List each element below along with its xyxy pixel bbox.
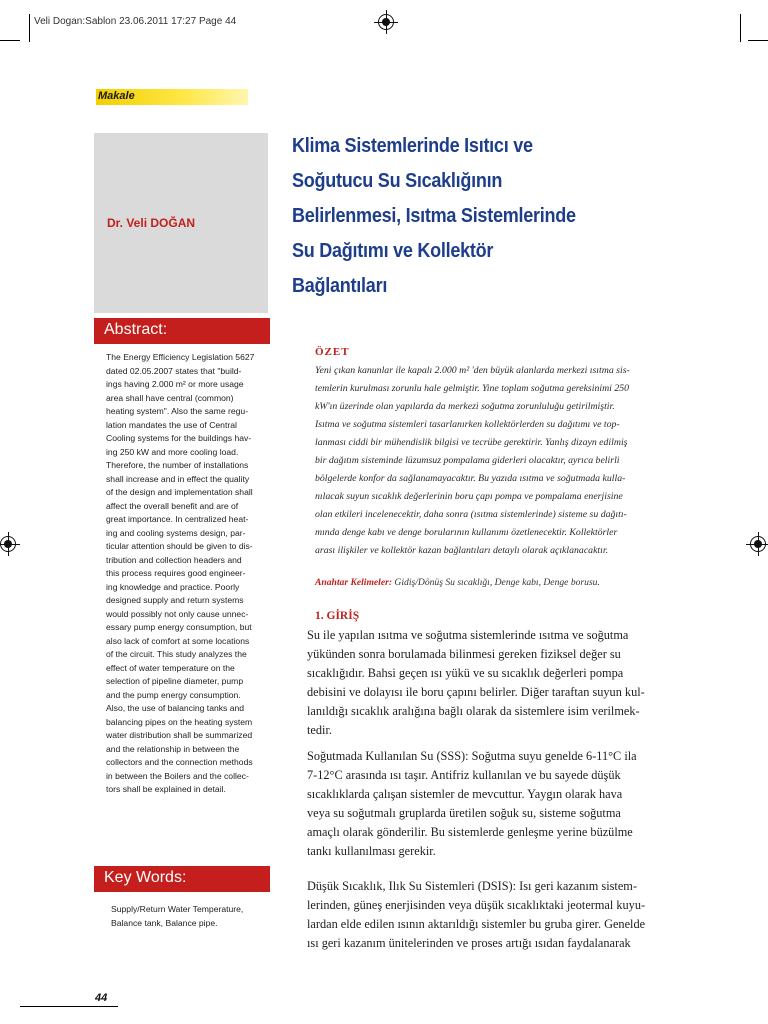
crop-mark [29,14,30,42]
crop-mark [748,40,768,41]
giris-paragraph-3 [307,877,675,953]
abstract-heading-band [94,318,270,344]
abstract-line: selection of pipeline diameter, pump [106,676,244,686]
ozet-line: temlerin kurulması zorunlu hale gelmiştir. Yine toplam soğutma gereksinimi 250 [315,383,630,394]
title-line: Su Dağıtımı ve Kollektör [292,239,494,262]
abstract-line: ings having 2.000 m² or more usage [106,379,244,389]
giris-paragraph-2 [307,747,675,861]
body-line: lardan elde edilen ısının aktarıldığı sistemler bu gruba girer. Genelde [307,917,646,931]
abstract-line: designed supply and return systems [106,595,244,605]
abstract-text [106,351,270,797]
abstract-line: heating system". Also the same regu- [106,406,249,416]
abstract-line: in between the Boilers and the collec- [106,770,249,781]
abstract-line: of the circuit. This study analyzes the [106,649,247,659]
abstract-line: of the design and implementation shall [106,487,253,497]
body-line: sıcaklığıdır. Bahsi geçen ısı yükü ve su sıcaklık değerleri pompa [307,666,624,680]
abstract-line: Therefore, the number of installations [106,460,249,470]
author-name: Dr. Veli DOĞAN [107,216,196,230]
body-line: sıcaklıklarda çalışan sistemler de mevcuttur. Yaygın olarak hava [307,787,623,801]
ozet-line: bölgelerde konfor da sağlanamayacaktır. Bu yazıda ısıtma ve soğutmada kulla- [315,473,626,484]
title-line: Bağlantıları [292,274,388,297]
body-line: ısı geri kazanım ünitelerinden ve proses artığı ısıdan faydalanarak [307,936,631,950]
key-words-text [111,903,271,930]
body-line: lerinden, güneş enerjisinden veya düşük sıcaklıktaki jeotermal kuyu- [307,898,646,912]
abstract-line: Also, the use of balancing tanks and [106,703,245,713]
abstract-line: ing 250 kW and more cooling load. [106,446,239,457]
body-line: lanıldığı sıcaklık aralığına bağlı olarak da sistemlere isim verilmek- [307,704,640,718]
abstract-line: great importance. In centralized heat- [106,514,249,524]
ozet-line: Yeni çıkan kanunlar ile kapalı 2.000 m² 'den büyük alanlarda merkezi ısıtma sis- [315,365,630,376]
ozet-line: mında denge kabı ve denge borularının kullanımı özetlenecektir. Kollektörler [315,527,618,538]
abstract-line: this process requires good engineer- [106,568,246,578]
key-words-heading-band [94,866,270,892]
abstract-line: ticular attention should be given to dis- [106,541,253,551]
abstract-line: lation mandates the use of Central [106,419,237,430]
title-line: Soğutucu Su Sıcaklığının [292,169,503,192]
key-words-line: Supply/Return Water Temperature, [111,904,244,914]
crop-mark [740,14,741,42]
registration-mark-icon [378,14,394,30]
registration-mark-icon [0,536,16,552]
body-line: debisini ve dolayısı ile boru çapını belirler. Diğer taraftan suyun kul- [307,685,645,699]
abstract-line: and the pump energy consumption. [106,689,241,700]
body-line: amaçlı olarak gönderilir. Bu sistemlerde genleşme yerine büzülme [307,825,633,839]
crop-mark [0,40,20,41]
abstract-line: tors shall be explained in detail. [106,784,226,794]
ozet-line: olan etkileri incelenecektir, daha sonra (ısıtma sistemlerinde) sisteme su dağıtı- [315,509,627,520]
footer-rule [20,1006,118,1007]
abstract-line: would possibly not only cause unnec- [106,608,249,619]
giris-paragraph-1 [307,626,675,740]
abstract-line: collectors and the connection methods [106,757,253,767]
giris-heading: 1. GİRİŞ [315,610,360,622]
body-line: yükünden sonra borulamada bilinmesi gereken fiziksel değer su [307,647,621,661]
body-line: veya su soğutmalı gruplarda üretilen soğuk su, sisteme soğutma [307,806,621,820]
abstract-line: also lack of comfort at some locations [106,635,250,646]
ozet-text [315,362,675,560]
anahtar-text: Gidiş/Dönüş Su sıcaklığı, Denge kabı, Denge borusu. [392,577,600,588]
abstract-line: tribution and collection headers and [106,554,242,565]
abstract-line: area shall have central (common) [106,392,234,403]
registration-mark-icon [750,536,766,552]
abstract-line: effect of water temperature on the [106,662,235,673]
section-tag [96,89,248,105]
abstract-line: ing knowledge and practice. Poorly [106,581,240,592]
body-line: 7-12°C arasında ısı taşır. Antifriz kullanılan ve bu sayede düşük [307,768,621,782]
body-line: Düşük Sıcaklık, Ilık Su Sistemleri (DSIS): Isı geri kazanım sistem- [307,879,637,893]
ozet-line: kW'ın üzerinde olan yapılarda da merkezi soğutma zorunluluğu getirilmiştir. [315,401,615,412]
ozet-line: lanması ciddi bir mühendislik bilgisi ve tecrübe gerektirir. Yanlış dizayn edilmiş [315,437,628,448]
body-line: Su ile yapılan ısıtma ve soğutma sistemlerinde ısıtma ve soğutma [307,628,629,642]
abstract-line: The Energy Efficiency Legislation 5627 [106,352,255,362]
anahtar-kelimeler [315,577,600,588]
page-number: 44 [95,992,108,1004]
abstract-line: Cooling systems for the buildings hav- [106,433,252,443]
ozet-line: Isıtma ve soğutma sistemleri tasarlanırken kollektörlerden su dağıtımı ve top- [315,419,620,430]
print-slug-line: Veli Dogan:Sablon 23.06.2011 17:27 Page 44 [34,16,237,27]
abstract-heading: Abstract: [104,321,168,338]
body-line: Soğutmada Kullanılan Su (SSS): Soğutma suyu genelde 6-11°C ila [307,749,637,763]
abstract-line: essary pump energy consumption, but [106,622,252,632]
title-line: Klima Sistemlerinde Isıtıcı ve [292,134,533,157]
key-words-heading: Key Words: [104,869,187,886]
body-line: tankı kullanılması gerekir. [307,844,436,858]
ozet-line: bir dağıtım sisteminde lüzumsuz pompalama giderleri olacaktır, ayrıca belirli [315,455,620,466]
anahtar-label: Anahtar Kelimeler: [315,577,393,588]
title-line: Belirlenmesi, Isıtma Sistemlerinde [292,204,576,227]
abstract-line: affect the overall benefit and are of [106,500,239,511]
abstract-line: shall increase and in effect the quality [106,473,250,484]
ozet-line: nılacak suyun sıcaklık değerlerinin boru çapı pompa ve pompalama enerjisine [315,491,623,502]
article-title [292,128,644,303]
body-line: tedir. [307,723,332,737]
abstract-line: dated 02.05.2007 states that "build- [106,365,242,376]
abstract-line: and the relationship in between the [106,743,240,754]
ozet-heading: ÖZET [315,346,350,358]
section-tag-label: Makale [98,90,135,102]
abstract-line: water distribution shall be summarized [106,730,253,740]
abstract-line: balancing pipes on the heating system [106,716,253,727]
key-words-line: Balance tank, Balance pipe. [111,917,218,928]
abstract-line: ing and cooling systems design, par- [106,527,246,538]
ozet-line: arası ilişkiler ve kollektör kazan bağlantıları detaylı olarak açıklanacaktır. [315,545,609,556]
